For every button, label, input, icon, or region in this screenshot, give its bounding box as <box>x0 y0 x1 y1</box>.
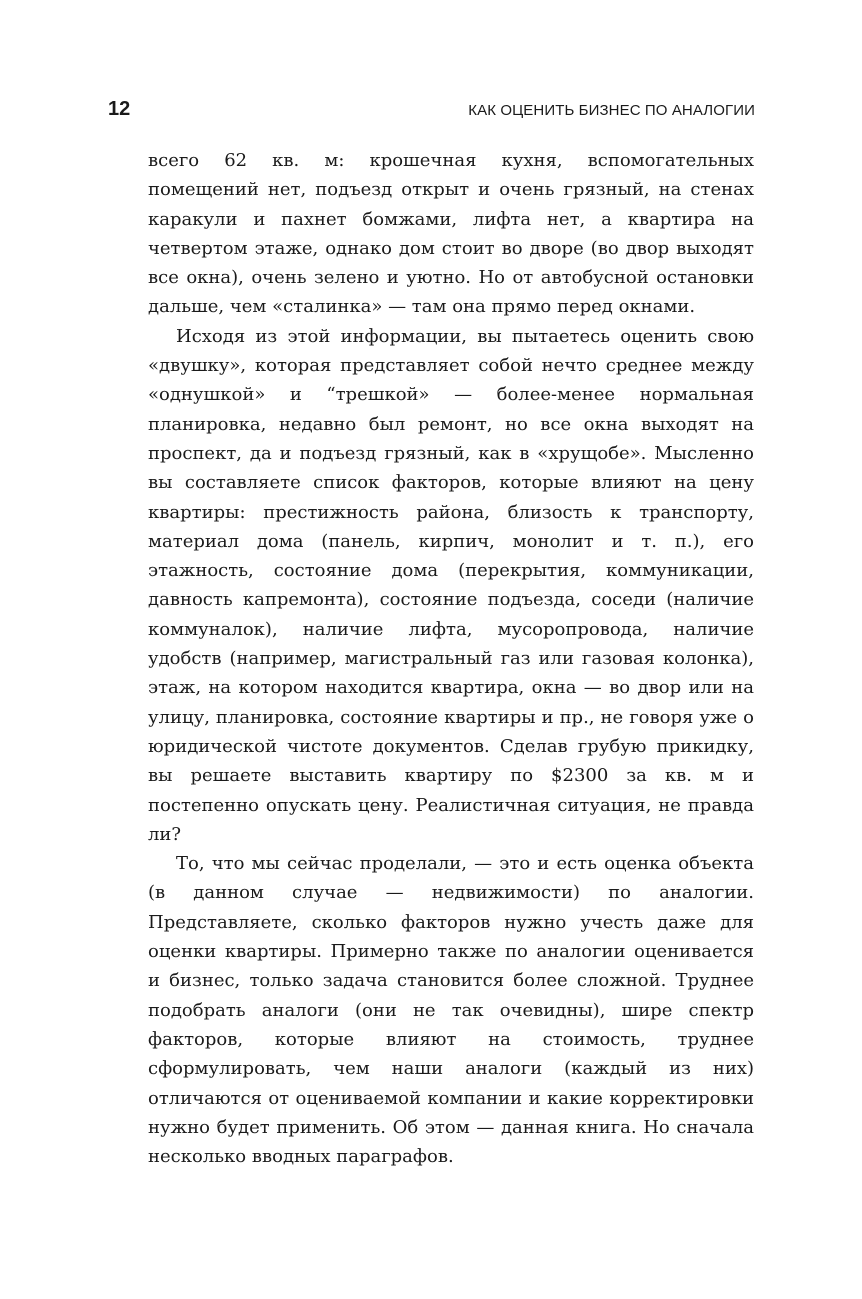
running-header: КАК ОЦЕНИТЬ БИЗНЕС ПО АНАЛОГИИ <box>468 102 755 119</box>
page-number: 12 <box>108 98 131 120</box>
paragraph: всего 62 кв. м: крошечная кухня, вспомогательных помещений нет, подъезд открыт и очень грязный, на стенах каракули и пахнет бомжами, лифта нет, а квартира на четвертом этаже, однако дом стоит во дворе (во двор выходят все окна), очень зелено и уютно. Но от автобусной остановки дальше, чем «сталинка» — там она прямо перед окнами. <box>148 150 754 318</box>
body-text <box>148 146 754 1171</box>
paragraph: То, что мы сейчас проделали, — это и есть оценка объекта (в данном случае — недвижимости) по аналогии. Представляете, сколько факторов нужно учесть даже для оценки квартиры. Примерно также по аналогии оценивается и бизнес, только задача становится более сложной. Труднее подобрать аналоги (они не так очевидны), шире спектр факторов, которые влияют на стоимость, труднее сформулировать, чем наши аналоги (каждый из них) отличаются от оцениваемой компании и какие корректировки нужно будет применить. Об этом — данная книга. Но сначала несколько вводных параграфов. <box>148 853 754 1168</box>
paragraph: Исходя из этой информации, вы пытаетесь оценить свою «двушку», которая представляет собой нечто среднее между «однушкой» и “трешкой» — более-менее нормальная планировка, недавно был ремонт, но все окна выходят на проспект, да и подъезд грязный, как в «хрущобе». Мысленно вы составляете список факторов, которые влияют на цену квартиры: престижность района, близость к транспорту, материал дома (панель, кирпич, монолит и т. п.), его этажность, состояние дома (перекрытия, коммуникации, давность капремонта), состояние подъезда, соседи (наличие коммуналок), наличие лифта, мусоропровода, наличие удобств (например, магистральный газ или газовая колонка), этаж, на котором находится квартира, окна — во двор или на улицу, планировка, состояние квартиры и пр., не говоря уже о юридической чистоте документов. Сделав грубую прикидку, вы решаете выставить квартиру по $2300 за кв. м и постепенно опускать цену. Реалистичная ситуация, не правда ли? <box>148 325 754 845</box>
